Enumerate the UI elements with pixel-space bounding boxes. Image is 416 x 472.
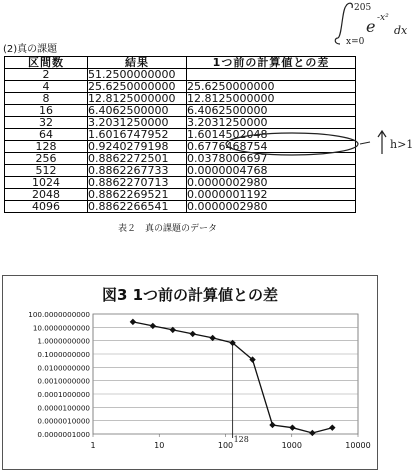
diff-chart (3, 276, 377, 469)
cell-diff: 0.0378006697 (187, 153, 356, 165)
y-tick-label: 0.0000001000 (37, 430, 90, 439)
table-row (5, 189, 356, 201)
cell-intervals: 1024 (5, 177, 88, 189)
handwritten-annotation (220, 122, 416, 182)
cell-result: 0.8862272501 (88, 153, 187, 165)
cell-diff: 0.0000002980 (187, 177, 356, 189)
integral-dx: dx (394, 24, 408, 37)
cell-diff: 0.0000002980 (187, 201, 356, 213)
x-tick-label: 1000 (281, 441, 302, 450)
y-tick-label: 0.1000000000 (37, 350, 90, 359)
cell-intervals: 4096 (5, 201, 88, 213)
table-row (5, 93, 356, 105)
chart-title: 図3 1つ前の計算値との差 (101, 286, 279, 304)
cell-intervals: 32 (5, 117, 88, 129)
cell-intervals: 128 (5, 141, 88, 153)
table-row (5, 201, 356, 213)
cell-diff: 12.8125000000 (187, 93, 356, 105)
table-row (5, 81, 356, 93)
faded-header-remnant (20, 4, 140, 14)
cell-result: 3.2031250000 (88, 117, 187, 129)
cell-diff: 3.2031250000 (187, 117, 356, 129)
cell-result: 0.9240279198 (88, 141, 187, 153)
cell-result: 25.6250000000 (88, 81, 187, 93)
annotation-text: h>1 (390, 138, 414, 151)
up-arrow-icon (378, 131, 386, 154)
handwritten-marker-label: 128 (233, 435, 249, 444)
header-intervals: 区間数 (5, 57, 88, 69)
data-point (289, 424, 295, 430)
x-tick-label: 10000 (345, 441, 371, 450)
cell-intervals: 512 (5, 165, 88, 177)
table-caption: 表２ 真の課題のデータ (118, 224, 218, 234)
y-tick-label: 0.0100000000 (37, 363, 90, 373)
integral-upper: 205 (354, 3, 372, 13)
y-tick-label: 10.0000000000 (32, 323, 90, 333)
data-point (130, 319, 136, 325)
data-point (150, 323, 156, 329)
y-tick-label: 0.0000010000 (37, 416, 90, 426)
integral-lower: x=0 (346, 37, 365, 47)
chart-frame (2, 275, 378, 470)
cell-diff: 1.6014502048 (187, 129, 356, 141)
section-title: (2)真の課題 (3, 44, 58, 55)
cell-diff (187, 69, 356, 81)
cell-result: 12.8125000000 (88, 93, 187, 105)
y-tick-label: 100.0000000000 (28, 310, 90, 319)
cell-intervals: 8 (5, 93, 88, 105)
y-tick-label: 0.0010000000 (37, 376, 90, 386)
cell-result: 51.2500000000 (88, 69, 187, 81)
integrand-exponent: -x² (377, 13, 389, 23)
table-row (5, 105, 356, 117)
cell-result: 0.8862266541 (88, 201, 187, 213)
x-tick-label: 10 (154, 441, 165, 450)
cell-intervals: 2048 (5, 189, 88, 201)
cell-result: 1.6016747952 (88, 129, 187, 141)
table-header-row (5, 57, 356, 69)
cell-diff: 0.0000004768 (187, 165, 356, 177)
data-point (170, 327, 176, 333)
cell-intervals: 256 (5, 153, 88, 165)
data-point (269, 422, 275, 428)
annotation-arrow (360, 142, 370, 144)
cell-result: 6.4062500000 (88, 105, 187, 117)
y-tick-label: 1.0000000000 (37, 336, 90, 346)
handwritten-integral (332, 0, 416, 48)
cell-result: 0.8862270713 (88, 177, 187, 189)
cell-diff: 25.6250000000 (187, 81, 356, 93)
header-result: 結果 (88, 57, 187, 69)
data-point (309, 430, 315, 436)
x-tick-label: 100 (217, 441, 234, 450)
cell-diff: 0.0000001192 (187, 189, 356, 201)
x-tick-label: 1 (90, 441, 96, 450)
y-tick-label: 0.0000100000 (37, 403, 90, 413)
plot-area (93, 314, 358, 434)
cell-diff: 0.6776468754 (187, 141, 356, 153)
cell-intervals: 64 (5, 129, 88, 141)
cell-result: 0.8862267733 (88, 165, 187, 177)
y-tick-label: 0.0001000000 (37, 390, 90, 399)
integrand: e (366, 17, 376, 36)
cell-intervals: 2 (5, 69, 88, 81)
annotation-circle (226, 133, 358, 155)
data-point (190, 331, 196, 337)
data-point (209, 335, 215, 341)
data-point (329, 424, 335, 430)
cell-intervals: 4 (5, 81, 88, 93)
cell-diff: 6.4062500000 (187, 105, 356, 117)
cell-intervals: 16 (5, 105, 88, 117)
cell-result: 0.8862269521 (88, 189, 187, 201)
table-row (5, 69, 356, 81)
header-diff: 1つ前の計算値との差 (187, 57, 356, 69)
